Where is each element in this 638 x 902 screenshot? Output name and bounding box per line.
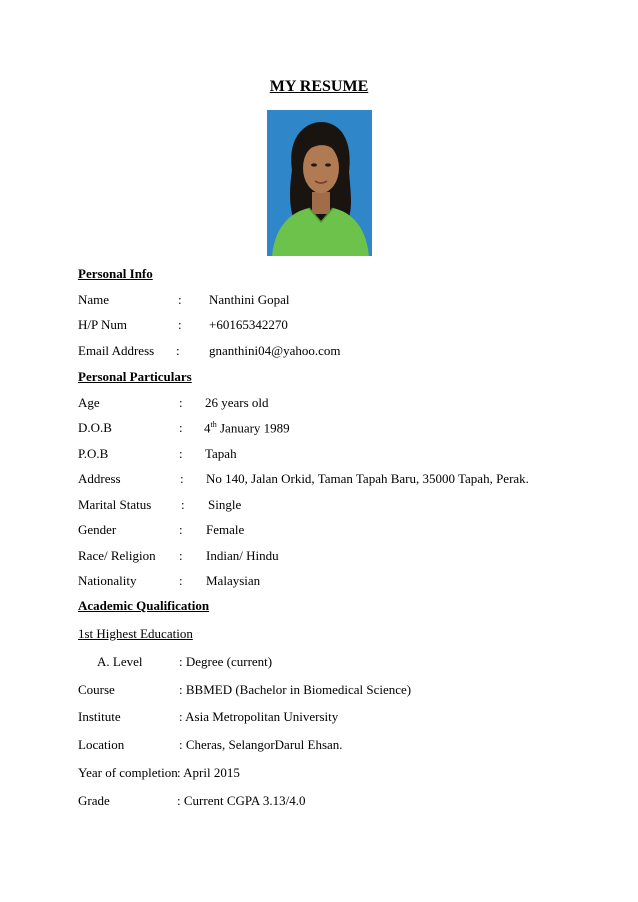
row-colon: : <box>179 446 183 461</box>
row-value: Single <box>208 497 242 512</box>
row-value: : Asia Metropolitan University <box>179 709 339 724</box>
row-label: Year of completion <box>78 765 178 780</box>
academic-subheading: 1st Highest Education <box>78 626 193 641</box>
section-heading-personal-info: Personal Info <box>78 266 153 281</box>
row-label: A. Level <box>97 654 143 669</box>
row-colon: : <box>180 471 184 486</box>
page-title: MY RESUME <box>269 78 369 95</box>
row-value: : Current CGPA 3.13/4.0 <box>177 793 306 808</box>
profile-photo <box>267 110 372 256</box>
row-label: Gender <box>78 522 117 537</box>
row-label: Address <box>78 471 121 486</box>
dob-day: 4 <box>204 420 211 436</box>
row-colon: : <box>179 420 183 435</box>
row-label: Course <box>78 682 115 697</box>
row-value: : BBMED (Bachelor in Biomedical Science) <box>179 682 412 697</box>
row-value: Female <box>206 522 245 537</box>
row-colon: : <box>179 395 183 410</box>
dob-month-year: January 1989 <box>216 420 290 436</box>
row-colon: : <box>176 343 180 358</box>
row-label: Race/ Religion <box>78 548 156 563</box>
row-colon: : <box>178 317 182 332</box>
row-label: Age <box>78 395 100 410</box>
row-label: Location <box>78 737 125 752</box>
row-value: Tapah <box>205 446 237 461</box>
row-value: Malaysian <box>206 573 261 588</box>
row-label: Email Address <box>78 343 155 358</box>
row-label: Grade <box>78 793 110 808</box>
row-colon: : <box>181 497 185 512</box>
row-label: Nationality <box>78 573 137 588</box>
row-value: : Degree (current) <box>179 654 273 669</box>
row-colon: : <box>179 548 183 563</box>
row-colon: : <box>178 292 182 307</box>
row-value: Indian/ Hindu <box>206 548 279 563</box>
row-value: No 140, Jalan Orkid, Taman Tapah Baru, 35000 Tapah, Perak. <box>206 471 529 486</box>
row-label: Marital Status <box>78 497 152 512</box>
section-heading-personal-particulars: Personal Particulars <box>78 369 192 384</box>
row-label: Institute <box>78 709 121 724</box>
row-label: D.O.B <box>78 420 112 435</box>
row-label: P.O.B <box>78 446 109 461</box>
row-value: : Cheras, SelangorDarul Ehsan. <box>179 737 343 752</box>
row-colon: : <box>179 522 183 537</box>
row-colon: : <box>179 573 183 588</box>
section-heading-academic-qualification: Academic Qualification <box>78 598 210 613</box>
row-value: +60165342270 <box>209 317 288 332</box>
row-label: Name <box>78 292 110 307</box>
dob-day-suffix: th <box>210 420 217 429</box>
row-value: Nanthini Gopal <box>209 292 290 307</box>
row-label: H/P Num <box>78 317 127 332</box>
row-value: : April 2015 <box>177 765 240 780</box>
row-value: 26 years old <box>205 395 269 410</box>
row-value-dob <box>204 420 290 436</box>
row-value: gnanthini04@yahoo.com <box>209 343 341 358</box>
